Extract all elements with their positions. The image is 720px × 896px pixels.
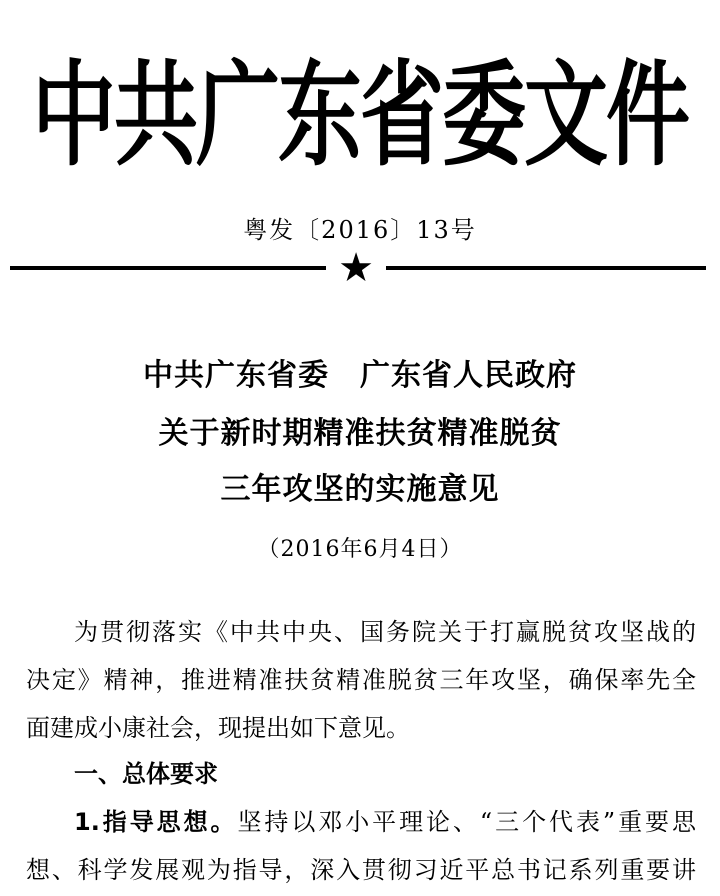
red-rule-right: [386, 266, 706, 270]
issue-date: （2016年6月4日）: [257, 537, 463, 562]
section-heading-general-requirements: 一、总体要求: [74, 760, 218, 788]
body-item-1-line-2: 想、科学发展观为指导，深入贯彻习近平总书记系列重要讲: [26, 856, 696, 884]
star-icon: ★: [338, 245, 374, 291]
body-paragraph-1-line-3: 面建成小康社会，现提出如下意见。: [26, 714, 410, 742]
document-title-line-1: 中共广东省委 广东省人民政府: [143, 358, 577, 393]
issuer-banner: 中共广东省委文件: [31, 49, 688, 182]
body-paragraph-1-line-2: 决定》精神，推进精准扶贫精准脱贫三年攻坚，确保率先全: [26, 666, 696, 694]
body-paragraph-1-line-1: 为贯彻落实《中共中央、国务院关于打赢脱贫攻坚战的: [74, 618, 696, 646]
red-rule-left: [10, 266, 326, 270]
body-item-1-line-1: [74, 802, 696, 842]
document-number: 粤发〔2016〕13号: [243, 216, 477, 244]
item-1-line-1-text: 坚持以邓小平理论、“三个代表”重要思: [237, 808, 696, 836]
document-title-line-2: 关于新时期精准扶贫精准脱贫: [158, 416, 562, 451]
item-1-label: 1.指导思想。: [74, 808, 238, 836]
document-title-line-3: 三年攻坚的实施意见: [220, 472, 500, 507]
